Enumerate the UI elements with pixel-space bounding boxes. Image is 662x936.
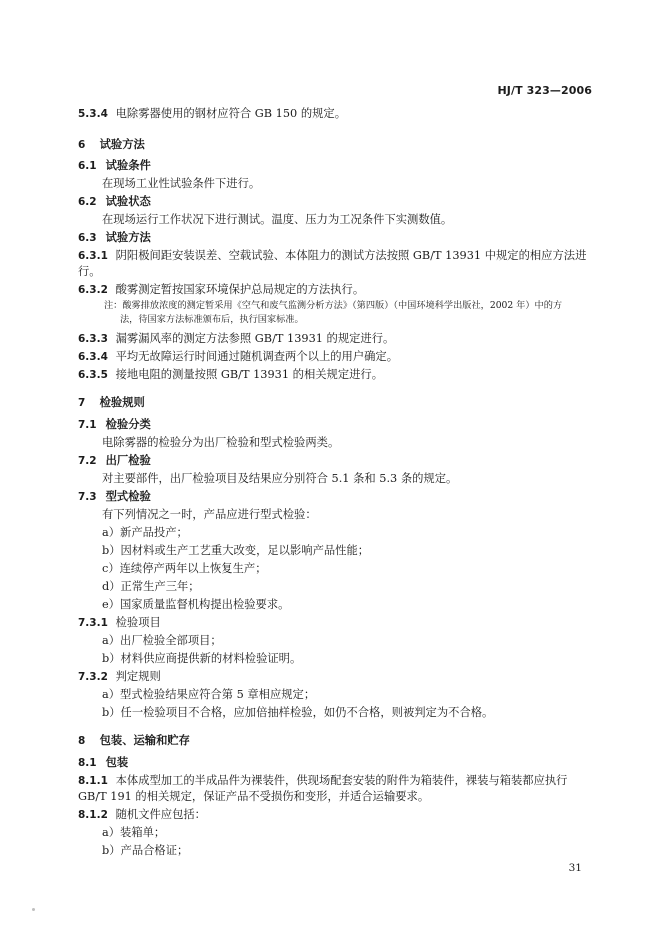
clause-title: 检验分类 — [105, 418, 151, 431]
clause-number: 6.3.2 — [78, 284, 108, 296]
list-item: b）产品合格证； — [102, 844, 189, 857]
clause-7-3-heading — [78, 490, 598, 504]
clause-6-3-3 — [78, 332, 598, 346]
paragraph-continuation: GB/T 191 的相关规定，保证产品不受损伤和变形，并适合运输要求。 — [78, 790, 430, 803]
clause-text: 酸雾测定暂按国家环境保护总局规定的方法执行。 — [115, 283, 365, 296]
clause-6-3-heading — [78, 231, 598, 245]
clause-number: 7.2 — [78, 455, 97, 467]
clause-number: 6.3.1 — [78, 250, 108, 262]
note-text: 酸雾排放浓度的测定暂采用《空气和废气监测分析方法》（第四版）（中国环境科学出版社，2002 年）中的方 — [122, 300, 563, 311]
clause-number: 7.1 — [78, 419, 97, 431]
clause-text: 阴阳极间距安装误差、空载试验、本体阻力的测试方法按照 GB/T 13931 中规定的相应方法进 — [115, 249, 587, 262]
section-7-heading — [78, 396, 598, 410]
list-item: e）国家质量监督机构提出检验要求。 — [102, 598, 290, 611]
clause-text: 随机文件应包括： — [115, 808, 206, 821]
paragraph: 在现场工业性试验条件下进行。 — [102, 177, 261, 190]
clause-number: 8.1.1 — [78, 775, 108, 787]
clause-text: 漏雾漏风率的测定方法参照 GB/T 13931 的规定进行。 — [115, 332, 395, 345]
document-code: HJ/T 323—2006 — [497, 84, 592, 97]
clause-title: 试验状态 — [105, 195, 151, 208]
clause-text: 本体成型加工的半成品件为裸装件，供现场配套安装的附件为箱装件，裸装与箱装都应执行 — [115, 774, 568, 787]
clause-title: 试验条件 — [105, 159, 151, 172]
clause-7-3-1 — [78, 616, 598, 630]
page-number: 31 — [568, 862, 582, 874]
section-8-heading — [78, 734, 598, 748]
note — [104, 300, 624, 312]
clause-8-1-heading — [78, 756, 598, 770]
clause-number: 6.2 — [78, 196, 97, 208]
clause-6-3-1 — [78, 249, 598, 263]
clause-7-3-2 — [78, 670, 598, 684]
clause-7-2-heading — [78, 454, 598, 468]
clause-title: 型式检验 — [105, 490, 151, 503]
list-item: a）装箱单； — [102, 826, 166, 839]
list-item: a）出厂检验全部项目； — [102, 634, 222, 647]
clause-number: 8.1 — [78, 757, 97, 769]
clause-5-3-4 — [78, 107, 598, 121]
clause-number: 7.3 — [78, 491, 97, 503]
clause-6-1-heading — [78, 159, 598, 173]
paragraph: 对主要部件，出厂检验项目及结果应分别符合 5.1 条和 5.3 条的规定。 — [102, 472, 458, 485]
clause-number: 7.3.2 — [78, 671, 108, 683]
paragraph: 在现场运行工作状况下进行测试。温度、压力为工况条件下实测数值。 — [102, 213, 453, 226]
clause-number: 6.3.4 — [78, 351, 108, 363]
list-item: c）连续停产两年以上恢复生产； — [102, 562, 267, 575]
section-number: 6 — [78, 139, 86, 151]
clause-8-1-1 — [78, 774, 598, 788]
clause-number: 6.1 — [78, 160, 97, 172]
clause-title: 试验方法 — [105, 231, 151, 244]
list-item: b）因材料或生产工艺重大改变，足以影响产品性能； — [102, 544, 370, 557]
clause-6-3-4 — [78, 350, 598, 364]
clause-text: 平均无故障运行时间通过随机调查两个以上的用户确定。 — [115, 350, 399, 363]
clause-number: 6.3 — [78, 232, 97, 244]
clause-text: 电除雾器使用的钢材应符合 GB 150 的规定。 — [115, 107, 347, 120]
clause-number: 5.3.4 — [78, 108, 108, 120]
clause-7-1-heading — [78, 418, 598, 432]
list-item: a）型式检验结果应符合第 5 章相应规定； — [102, 688, 316, 701]
list-item: a）新产品投产； — [102, 526, 188, 539]
clause-text: 检验项目 — [115, 616, 161, 629]
clause-number: 6.3.3 — [78, 333, 108, 345]
clause-number: 8.1.2 — [78, 809, 108, 821]
paragraph: 电除雾器的检验分为出厂检验和型式检验两类。 — [102, 436, 340, 449]
clause-6-3-5 — [78, 368, 598, 382]
clause-number: 7.3.1 — [78, 617, 108, 629]
section-number: 8 — [78, 735, 86, 747]
paragraph: 有下列情况之一时，产品应进行型式检验： — [102, 508, 317, 521]
paragraph-continuation: 行。 — [78, 265, 101, 278]
note-label: 注： — [104, 300, 123, 311]
section-title: 包装、运输和贮存 — [99, 734, 190, 747]
section-title: 试验方法 — [99, 138, 145, 151]
list-item: b）材料供应商提供新的材料检验证明。 — [102, 652, 302, 665]
scan-speck — [32, 908, 35, 911]
clause-8-1-2 — [78, 808, 598, 822]
list-item: b）任一检验项目不合格，应加倍抽样检验，如仍不合格，则被判定为不合格。 — [102, 706, 494, 719]
clause-text: 接地电阻的测量按照 GB/T 13931 的相关规定进行。 — [115, 368, 384, 381]
section-title: 检验规则 — [99, 396, 145, 409]
clause-title: 出厂检验 — [105, 454, 151, 467]
section-6-heading — [78, 138, 598, 152]
clause-number: 6.3.5 — [78, 369, 108, 381]
clause-text: 判定规则 — [115, 670, 161, 683]
section-number: 7 — [78, 397, 86, 409]
clause-6-3-2 — [78, 283, 598, 297]
clause-title: 包装 — [105, 756, 129, 769]
note-continuation: 法，待国家方法标准颁布后，执行国家标准。 — [120, 314, 304, 325]
clause-6-2-heading — [78, 195, 598, 209]
list-item: d）正常生产三年； — [102, 580, 200, 593]
